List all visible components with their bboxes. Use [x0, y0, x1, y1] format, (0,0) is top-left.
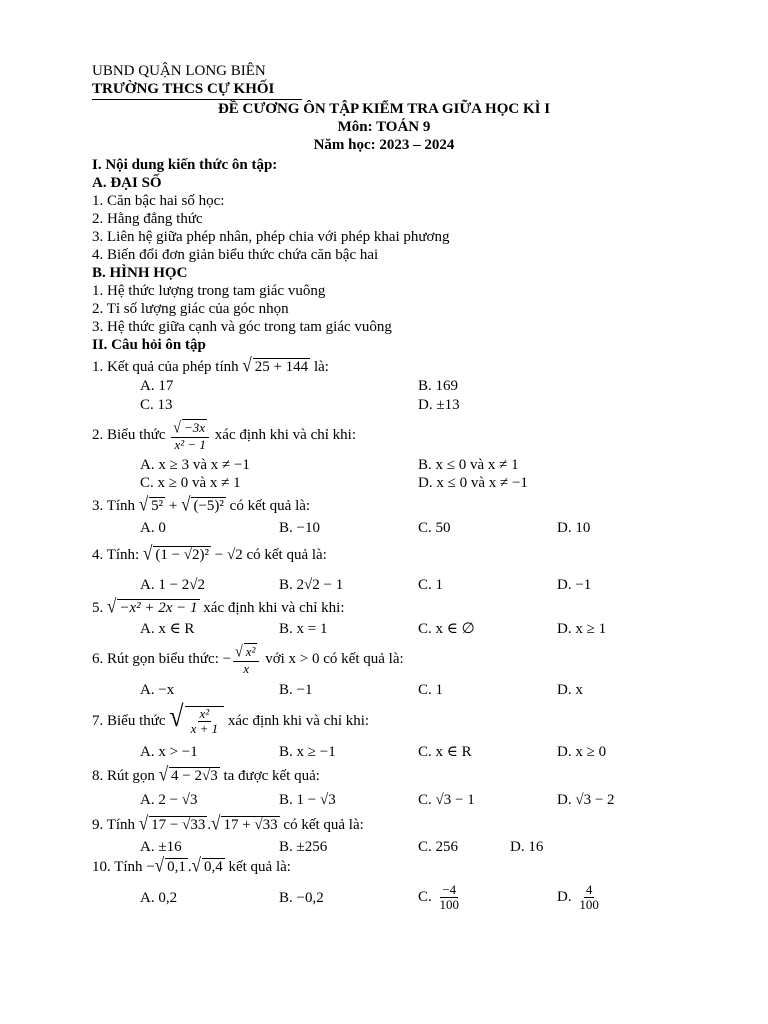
question-text: kết quả là: — [224, 859, 291, 875]
option-a: A. ±16 — [140, 839, 182, 855]
question-1 — [92, 354, 329, 377]
option-d: D. x ≥ 1 — [557, 621, 607, 637]
question-text: 1. Kết quả của phép tính — [92, 359, 243, 375]
option-c: C. x ≥ 0 và x ≠ 1 — [140, 475, 241, 491]
part1-heading: I. Nội dung kiến thức ôn tập: — [92, 157, 278, 173]
radical-sign: √ — [181, 493, 191, 516]
radical-sign: √ — [211, 812, 221, 835]
option-b: B. x ≥ −1 — [279, 744, 336, 760]
radical-sign: √ — [138, 493, 149, 516]
geometry-item: 2. Tỉ số lượng giác của góc nhọn — [92, 301, 289, 317]
question-3: 3. Tính √ 5² + √ (−5)² có kết quả là: — [92, 493, 311, 516]
option-a: A. x ∈ R — [140, 621, 195, 637]
radicand: 5² — [151, 498, 164, 514]
algebra-heading: A. ĐẠI SỐ — [92, 175, 162, 191]
radicand: 0,4 — [203, 859, 223, 875]
option-b: B. x = 1 — [279, 621, 328, 637]
radical-sign: √ — [191, 854, 201, 877]
part2-heading: II. Câu hỏi ôn tập — [92, 337, 206, 353]
question-text: xác định khi và chỉ khi: — [211, 427, 356, 443]
numerator: x² — [199, 706, 210, 722]
school-name: TRƯỜNG THCS CỰ KHỐI — [92, 81, 275, 97]
question-text: với x > 0 có kết quả là: — [261, 651, 404, 667]
geometry-item: 1. Hệ thức lượng trong tam giác vuông — [92, 283, 326, 299]
option-b: B. 169 — [418, 378, 459, 394]
radical-sign: √ — [154, 854, 165, 877]
option-d — [557, 879, 603, 915]
question-text: ta được kết quả: — [219, 768, 320, 784]
question-9: 9. Tính √ 17 − √33 .√ 17 + √33 có kết quả là: — [92, 812, 364, 835]
option-d: D. x — [557, 682, 583, 698]
option-d: D. 10 — [557, 520, 591, 536]
option-b: B. −0,2 — [279, 890, 324, 906]
question-text: 4. Tính: — [92, 547, 143, 563]
option-b: B. −1 — [279, 682, 313, 698]
denominator: x — [243, 661, 250, 677]
option-a: A. 0 — [140, 520, 166, 536]
numerator: −4 — [442, 882, 457, 898]
option-b: B. −10 — [279, 520, 320, 536]
option-b: B. 1 − √3 — [279, 792, 336, 808]
question-text: xác định khi và chỉ khi: — [224, 713, 370, 729]
radical-sign: √ — [107, 595, 117, 618]
question-text: có kết quả là: — [225, 498, 311, 514]
geometry-item: 3. Hệ thức giữa cạnh và góc trong tam giác vuông — [92, 319, 392, 335]
fraction: $\frac{\text{√ x²}}{x}$ — [233, 643, 259, 676]
subject-line: Môn: TOÁN 9 — [337, 119, 431, 135]
option-c: C. 256 — [418, 839, 459, 855]
school-header — [92, 62, 302, 100]
fraction — [438, 883, 462, 912]
radicand: 4 − 2√3 — [171, 768, 218, 784]
question-text: 2. Biểu thức — [92, 427, 170, 443]
option-a: A. −x — [140, 682, 175, 698]
radical-sign: √ — [138, 812, 149, 835]
district-name: UBND QUẬN LONG BIÊN — [92, 63, 266, 79]
option-d: D. √3 − 2 — [557, 792, 615, 808]
radical-sign: √ — [158, 763, 169, 786]
option-a: A. 17 — [140, 378, 174, 394]
option-a: A. 2 − √3 — [140, 792, 198, 808]
option-c: C. 13 — [140, 397, 173, 413]
question-10: 10. Tính −√ 0,1 .√ 0,4 kết quả là: — [92, 854, 291, 877]
question-7 — [92, 699, 370, 740]
option-label: D. — [557, 889, 572, 905]
option-b: B. 2√2 − 1 — [279, 577, 344, 593]
radicand: 0,1 — [167, 859, 186, 875]
question-text: 5. — [92, 600, 107, 616]
option-b: B. x ≤ 0 và x ≠ 1 — [418, 457, 519, 473]
option-c: C. 1 — [418, 577, 444, 593]
option-d: D. 16 — [510, 839, 544, 855]
question-text: 7. Biểu thức — [92, 713, 170, 729]
option-c: C. 1 — [418, 682, 444, 698]
question-text: có kết quả là: — [242, 547, 327, 563]
radical-sign: √ — [242, 354, 252, 377]
denominator: x + 1 — [190, 721, 219, 737]
question-text: xác định khi và chỉ khi: — [199, 600, 345, 616]
question-text: có kết quả là: — [279, 817, 364, 833]
question-4 — [92, 542, 327, 565]
document-title: ĐỀ CƯƠNG ÔN TẬP KIỂM TRA GIỮA HỌC KÌ I — [217, 101, 551, 117]
option-d: D. −1 — [557, 577, 592, 593]
fraction: $\frac{√ -3x}{\text{x² − 1}}$ — [171, 419, 209, 452]
question-8 — [92, 763, 320, 786]
algebra-item: 3. Liên hệ giữa phép nhân, phép chia với phép khai phương — [92, 229, 450, 245]
math-term: − √2 — [211, 547, 243, 563]
option-a: A. 0,2 — [140, 890, 178, 906]
option-b: B. ±256 — [279, 839, 328, 855]
question-2 — [92, 418, 356, 452]
radicand — [185, 706, 225, 736]
numerator: 4 — [585, 882, 593, 898]
radicand: −x² + 2x − 1 — [119, 600, 198, 616]
option-c — [418, 879, 463, 915]
algebra-item: 1. Căn bậc hai số học: — [92, 193, 225, 209]
numerator: −3x — [183, 420, 206, 436]
fraction — [577, 883, 601, 912]
radical-sign: √ — [142, 542, 153, 565]
option-c: C. 50 — [418, 520, 451, 536]
option-a: A. x ≥ 3 và x ≠ −1 — [140, 457, 250, 473]
denominator: 100 — [439, 897, 460, 913]
algebra-item: 2. Hằng đẳng thức — [92, 211, 203, 227]
denominator: x² − 1 — [174, 437, 206, 453]
radicand: (−5)² — [193, 498, 224, 514]
geometry-heading: B. HÌNH HỌC — [92, 265, 188, 281]
option-label: C. — [418, 889, 432, 905]
numerator: x² — [245, 644, 256, 660]
option-a: A. 1 − 2√2 — [140, 577, 206, 593]
question-text: là: — [310, 359, 329, 375]
radicand: 17 − √33 — [151, 817, 206, 833]
radicand: 25 + 144 — [254, 359, 309, 375]
option-d: D. x ≥ 0 — [557, 744, 607, 760]
radicand: 17 + √33 — [223, 817, 278, 833]
question-text: 6. Rút gọn biểu thức: — [92, 651, 223, 667]
question-text: 3. Tính — [92, 498, 139, 514]
question-text: 9. Tính — [92, 817, 139, 833]
option-d: D. ±13 — [418, 397, 460, 413]
option-c: C. √3 − 1 — [418, 792, 475, 808]
school-year: Năm học: 2023 – 2024 — [313, 137, 455, 153]
algebra-item: 4. Biến đổi đơn giản biểu thức chứa căn bậc hai — [92, 247, 379, 263]
radical-sign: √ — [169, 699, 184, 734]
question-5 — [92, 595, 345, 618]
option-c: C. x ∈ R — [418, 744, 472, 760]
question-text: 10. Tính — [92, 859, 147, 875]
radicand: (1 − √2)² — [155, 547, 210, 563]
option-c: C. x ∈ ∅ — [418, 621, 475, 637]
question-text: 8. Rút gọn — [92, 768, 159, 784]
option-d: D. x ≤ 0 và x ≠ −1 — [418, 475, 528, 491]
question-6: 6. Rút gọn biểu thức: − $\frac{\text{√ x²}}{x}$ với x > 0 có kết quả là: — [92, 643, 404, 677]
denominator: 100 — [579, 897, 599, 913]
option-a: A. x > −1 — [140, 744, 198, 760]
